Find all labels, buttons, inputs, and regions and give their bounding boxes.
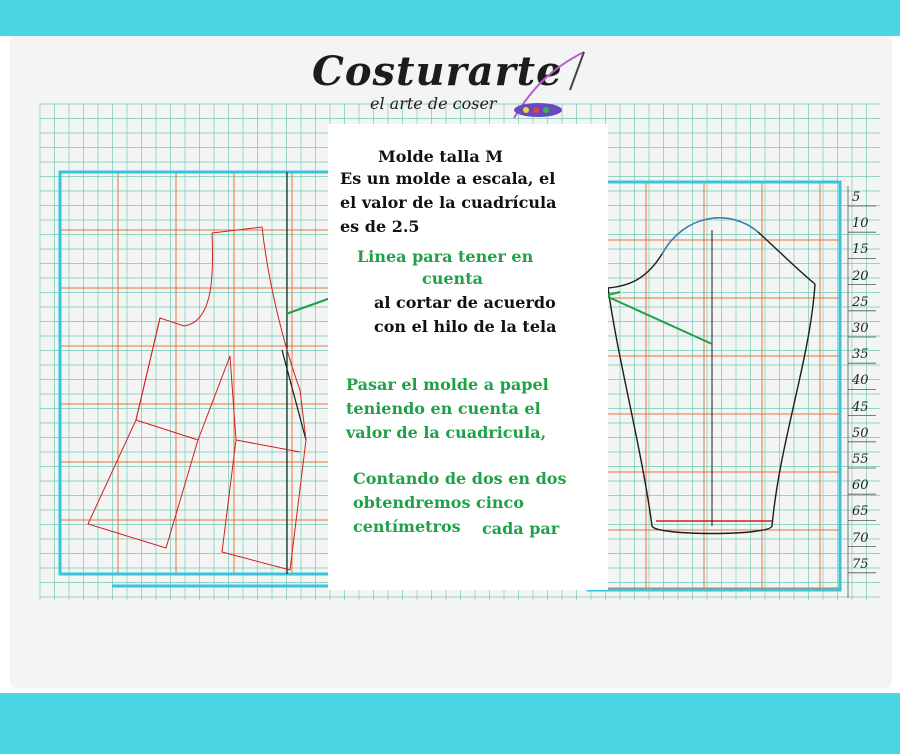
count-note-line-4: cada par [482,519,560,538]
count-note-line-1: Contando de dos en dos [353,469,567,488]
scale-mark-20: 20 [852,268,869,284]
scale-mark-10: 10 [852,216,869,232]
front-grain-line [282,350,306,440]
size-title: Molde talla M [378,147,503,166]
costurarte-logo [312,42,592,124]
count-note-line-3: centímetros [353,517,461,536]
scale-mark-45: 45 [852,399,869,415]
front-pattern-frame [60,172,330,574]
scale-mark-40: 40 [852,373,869,389]
transfer-note-line-2: teniendo en cuenta el [346,399,541,418]
scale-mark-50: 50 [852,425,869,441]
sleeve-pattern [608,218,815,534]
grain-note-line-4: con el hilo de la tela [374,317,557,336]
scale-mark-15: 15 [852,242,869,258]
logo-title: Costurarte [312,48,563,95]
grain-note-line-2: cuenta [422,269,483,288]
sewing-needle-icon [512,48,590,124]
scale-note-line-2: el valor de la cuadrícula [340,193,557,212]
bottom-band [0,693,900,754]
transfer-note-line-3: valor de la cuadricula, [346,423,547,442]
scale-mark-35: 35 [852,347,869,363]
scale-mark-60: 60 [852,478,869,494]
logo-subtitle: el arte de coser [370,94,497,113]
scale-mark-65: 65 [852,504,869,520]
scale-mark-55: 55 [852,452,869,467]
grain-note-line-3: al cortar de acuerdo [374,293,556,312]
count-note-line-2: obtendremos cinco [353,493,524,512]
scale-mark-25: 25 [852,294,869,310]
scale-mark-75: 75 [852,556,869,572]
transfer-note-line-1: Pasar el molde a papel [346,375,549,394]
front-bodice-pattern [88,227,306,570]
scale-note-line-1: Es un molde a escala, el [340,169,556,188]
scale-mark-5: 5 [852,190,861,205]
scale-note-line-3: es de 2.5 [340,217,420,236]
scale-mark-30: 30 [852,321,869,336]
scale-mark-70: 70 [852,530,869,546]
grain-note-line-1: Linea para tener en [357,247,534,266]
